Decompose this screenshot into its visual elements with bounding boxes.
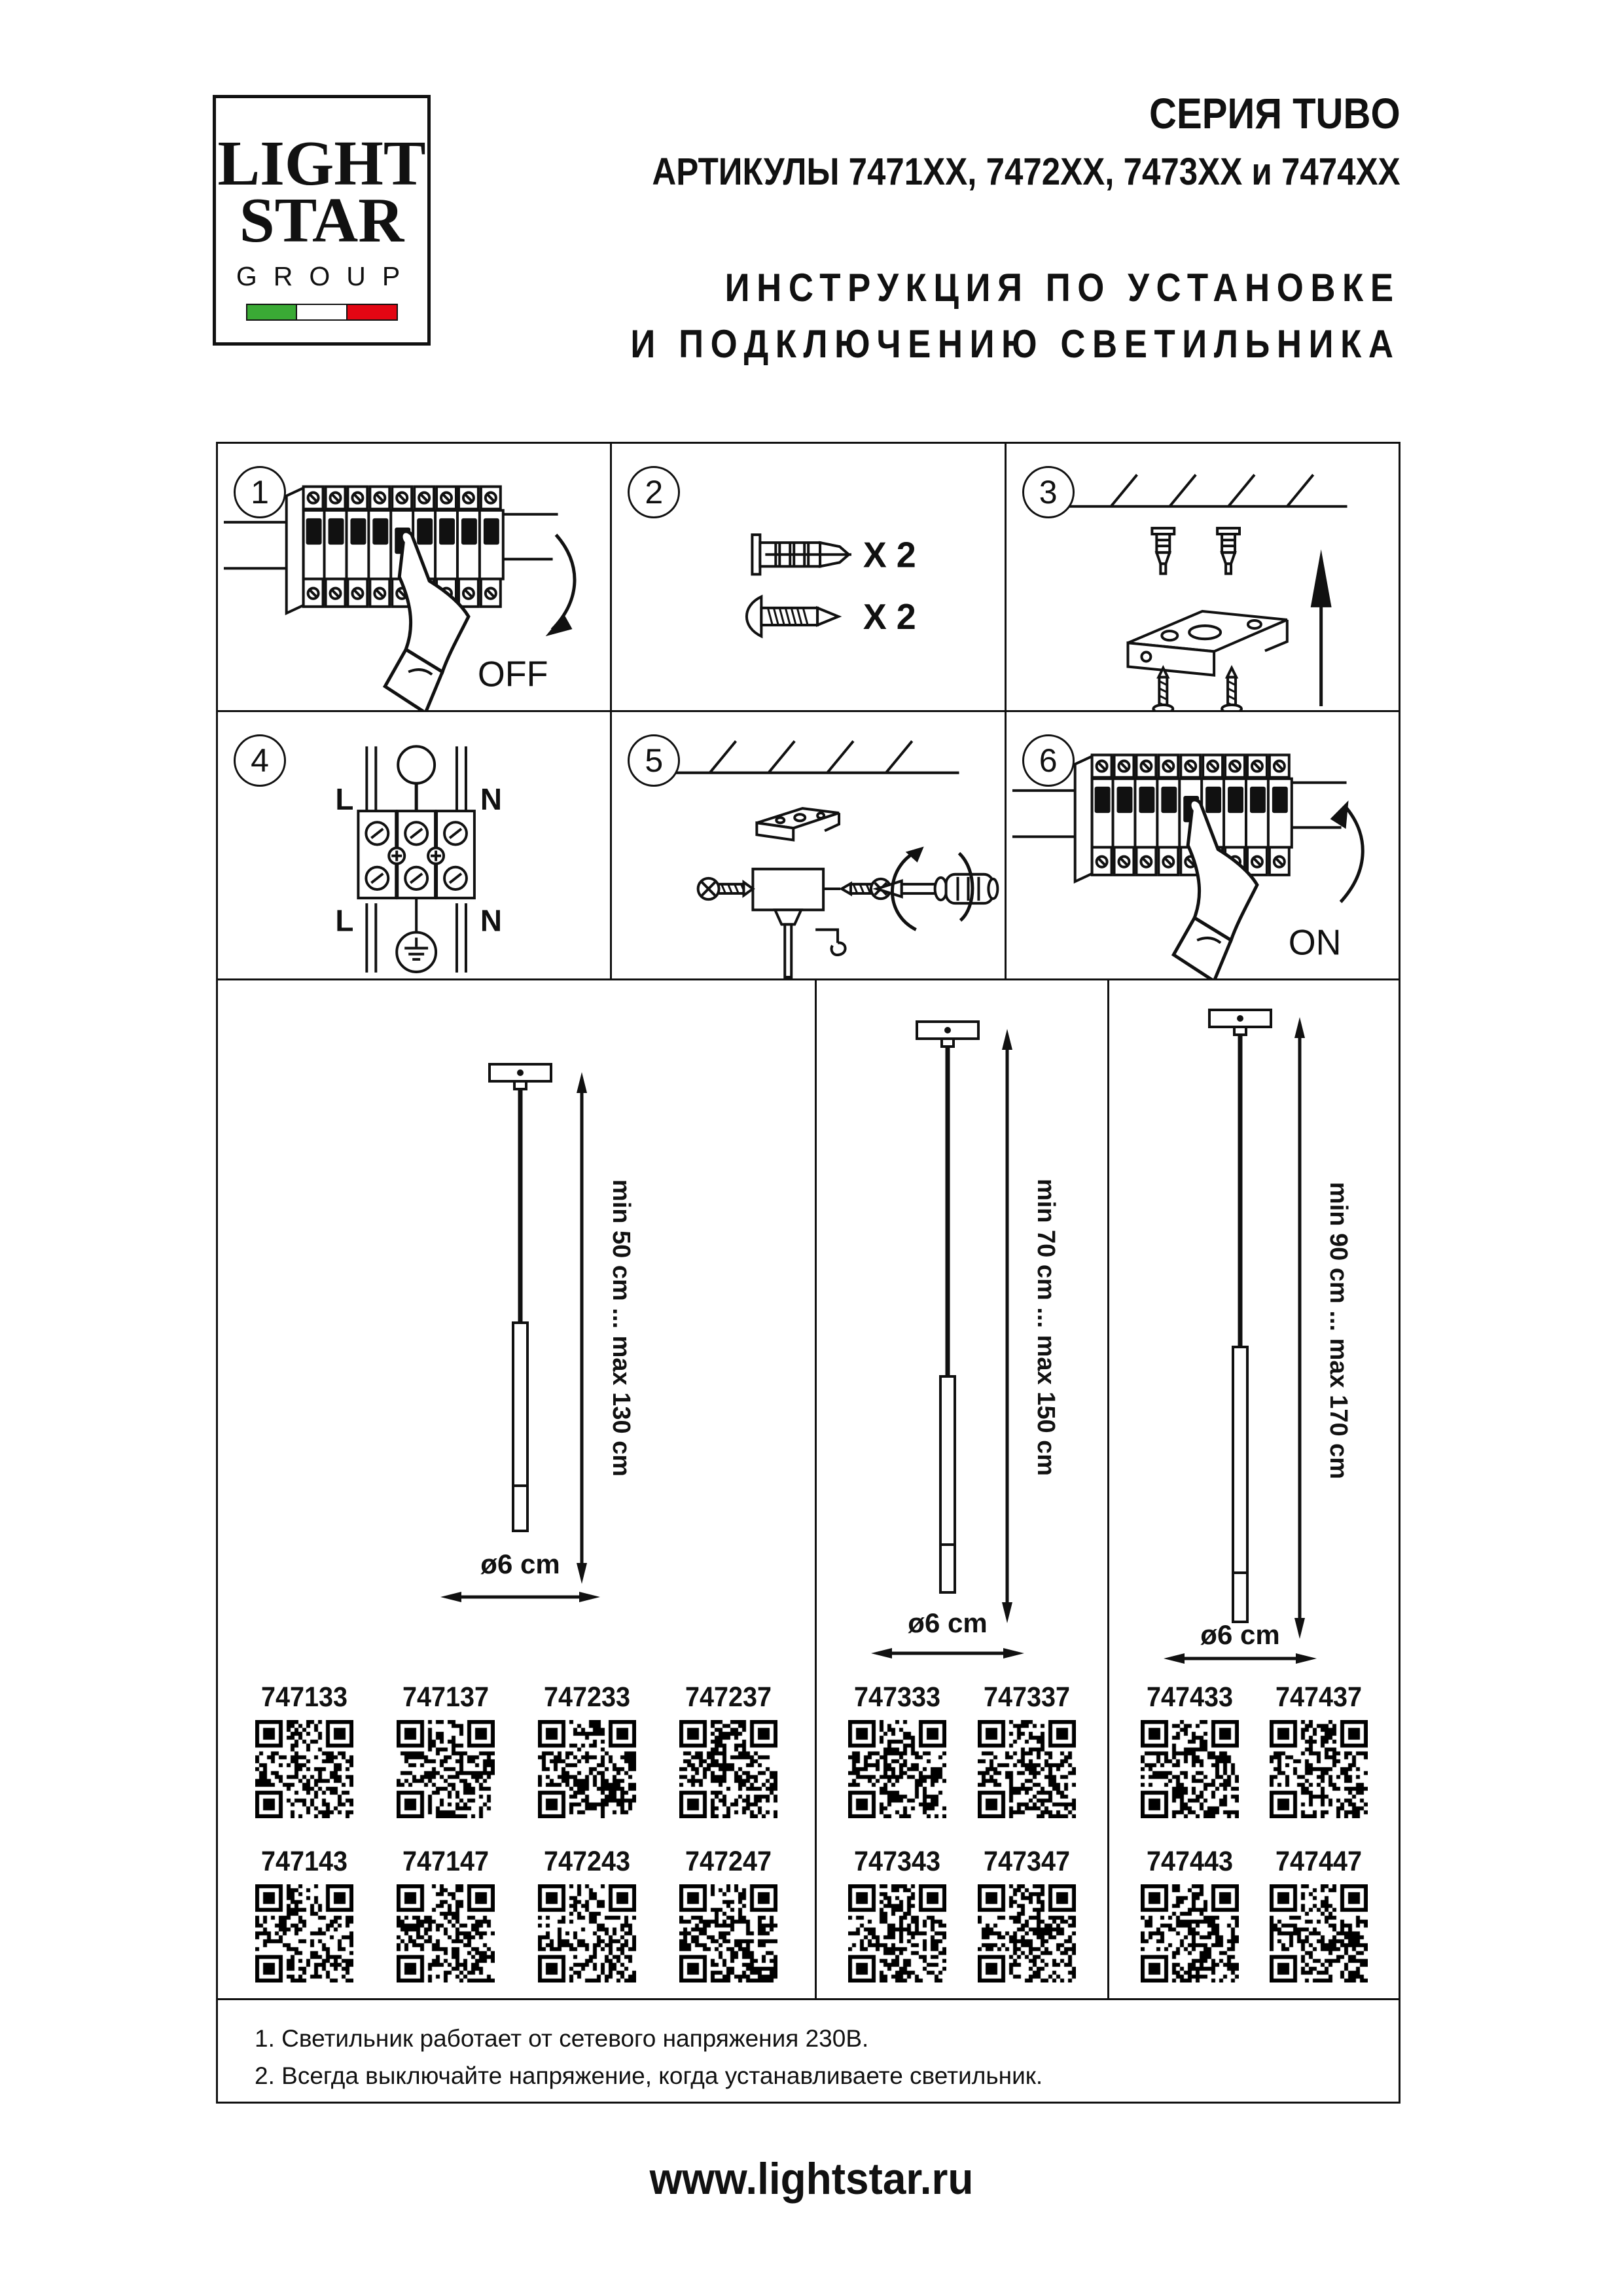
lamp-column-1 — [218, 980, 817, 1998]
article-item — [978, 1681, 1076, 1818]
note-line-2: 2. Всегда выключайте напряжение, когда устанавливаете светильник. — [255, 2062, 1043, 2090]
flag-green-segment — [247, 305, 296, 319]
article-number: 747443 — [1146, 1846, 1233, 1877]
article-item — [255, 1846, 353, 1982]
qr-code — [538, 1720, 636, 1818]
step-panel-2 — [612, 444, 1006, 710]
header — [526, 89, 1400, 366]
arrow-up-head-icon — [1330, 800, 1348, 829]
mounting-bracket-icon — [1128, 611, 1287, 675]
notes-section — [218, 1998, 1399, 2102]
wall-anchor-icon — [753, 535, 852, 574]
article-row — [817, 1846, 1107, 1982]
qr-code — [978, 1884, 1076, 1982]
diameter-dimension-arrow — [1164, 1653, 1317, 1664]
qr-code — [978, 1720, 1076, 1818]
step-number-1: 1 — [234, 466, 286, 518]
earth-symbol-icon — [397, 898, 436, 972]
step-panel-6 — [1007, 712, 1399, 978]
step-number-4: 4 — [234, 734, 286, 787]
articles-line: АРТИКУЛЫ 7471XX, 7472XX, 7473XX и 7474XX — [652, 151, 1400, 193]
steps-row-2 — [218, 710, 1399, 978]
terminal-label-N-bottom: N — [480, 903, 503, 938]
off-label: OFF — [477, 655, 548, 694]
step-number-2: 2 — [628, 466, 680, 518]
qr-code — [1141, 1884, 1239, 1982]
pendant-lamp-diagram-1 — [218, 980, 815, 1664]
article-number: 747243 — [543, 1846, 631, 1877]
height-dimension-arrow — [1002, 1029, 1012, 1623]
article-number: 747337 — [983, 1681, 1071, 1713]
article-item — [679, 1846, 777, 1982]
article-number: 747247 — [685, 1846, 772, 1877]
terminal-block-icon — [358, 811, 474, 898]
instruction-title-line2: И ПОДКЛЮЧЕНИЮ СВЕТИЛЬНИКА — [630, 322, 1400, 366]
flag-white-segment — [296, 305, 348, 319]
logo-word-light: LIGHT — [217, 128, 426, 198]
qr-code — [538, 1884, 636, 1982]
terminal-label-L-top: L — [335, 781, 354, 817]
qr-code — [679, 1884, 777, 1982]
anchor-icon — [1152, 528, 1174, 574]
lightstar-logo — [213, 95, 431, 346]
logo-word-group: GROUP — [236, 260, 417, 291]
article-item — [1270, 1846, 1368, 1982]
screw-icon — [1153, 668, 1173, 710]
qr-code — [255, 1884, 353, 1982]
lamp-column-2 — [817, 980, 1109, 1998]
qr-code — [397, 1720, 495, 1818]
qr-code — [1141, 1720, 1239, 1818]
article-number: 747347 — [983, 1846, 1071, 1877]
article-number: 747237 — [685, 1681, 772, 1713]
article-number: 747333 — [853, 1681, 941, 1713]
steps-row-1 — [218, 444, 1399, 710]
lamps-row — [218, 978, 1399, 1998]
height-dimension-arrow — [1294, 1017, 1305, 1639]
height-dimension-arrow — [577, 1072, 587, 1584]
qr-code — [679, 1720, 777, 1818]
qr-code — [848, 1884, 946, 1982]
article-item — [397, 1681, 495, 1818]
qr-code — [397, 1884, 495, 1982]
article-item — [538, 1681, 636, 1818]
ceiling-icon — [668, 741, 959, 772]
series-title: СЕРИЯ TUBO — [1149, 89, 1400, 137]
article-row — [817, 1681, 1107, 1818]
diameter-label: ø6 cm — [480, 1549, 560, 1579]
website-url: www.lightstar.ru — [649, 2154, 974, 2204]
on-label: ON — [1288, 923, 1342, 963]
diameter-label: ø6 cm — [1200, 1619, 1280, 1650]
step-panel-4 — [218, 712, 612, 978]
article-item — [255, 1681, 353, 1818]
step-number-5: 5 — [628, 734, 680, 787]
screw-icon — [747, 597, 838, 636]
article-item — [1141, 1846, 1239, 1982]
article-item — [978, 1846, 1076, 1982]
qr-code — [848, 1720, 946, 1818]
pendant-lamp-icon — [1209, 1010, 1271, 1622]
step-panel-3 — [1007, 444, 1399, 710]
height-dimension-label: min 70 cm ... max 150 cm — [1032, 1178, 1060, 1477]
article-item — [538, 1846, 636, 1982]
arrow-up-icon — [1310, 549, 1331, 706]
diameter-dimension-arrow — [871, 1648, 1024, 1659]
step-panel-1 — [218, 444, 612, 710]
screw-qty-label: X 2 — [863, 597, 917, 637]
step-number-3: 3 — [1022, 466, 1075, 518]
mounting-bracket-icon — [757, 808, 840, 840]
screw-icon — [1222, 668, 1241, 710]
article-number: 747233 — [543, 1681, 631, 1713]
qr-code — [1270, 1884, 1368, 1982]
ceiling-icon — [1065, 475, 1347, 506]
height-dimension-label: min 50 cm ... max 130 cm — [607, 1179, 635, 1477]
article-item — [679, 1681, 777, 1818]
step-panel-5 — [612, 712, 1006, 978]
instruction-frame — [216, 442, 1400, 2104]
pendant-lamp-icon — [490, 1064, 551, 1531]
article-number: 747343 — [853, 1846, 941, 1877]
anchor-qty-label: X 2 — [863, 535, 917, 575]
step-number-6: 6 — [1022, 734, 1075, 787]
screw-icon — [698, 878, 753, 899]
article-number: 747143 — [260, 1846, 348, 1877]
pendant-lamp-icon — [917, 1022, 978, 1592]
article-item — [1141, 1681, 1239, 1818]
article-row — [218, 1846, 815, 1982]
article-row — [1109, 1846, 1399, 1982]
article-item — [848, 1681, 946, 1818]
diameter-dimension-arrow — [440, 1592, 600, 1602]
italian-flag-icon — [246, 304, 398, 321]
article-number: 747147 — [402, 1846, 490, 1877]
article-item — [1270, 1681, 1368, 1818]
note-line-1: 1. Светильник работает от сетевого напряжения 230В. — [255, 2025, 869, 2052]
article-number: 747137 — [402, 1681, 490, 1713]
article-number: 747133 — [260, 1681, 348, 1713]
article-item — [848, 1846, 946, 1982]
pendant-lamp-diagram-2 — [817, 980, 1107, 1664]
article-number: 747437 — [1275, 1681, 1362, 1713]
anchor-icon — [1217, 528, 1240, 574]
qr-code — [1270, 1720, 1368, 1818]
diameter-label: ø6 cm — [908, 1607, 988, 1638]
logo-word-star: STAR — [239, 185, 404, 256]
arrow-down-head-icon — [546, 614, 573, 636]
height-dimension-label: min 90 cm ... max 170 cm — [1325, 1181, 1352, 1480]
hook-part-icon — [815, 929, 845, 955]
article-row — [1109, 1681, 1399, 1818]
article-row — [218, 1681, 815, 1818]
instruction-title-line1: ИНСТРУКЦИЯ ПО УСТАНОВКЕ — [725, 266, 1400, 310]
flag-red-segment — [348, 305, 397, 319]
lamp-ball-icon — [398, 746, 435, 783]
article-number: 747447 — [1275, 1846, 1362, 1877]
article-number: 747433 — [1146, 1681, 1233, 1713]
canopy-icon — [753, 869, 824, 977]
terminal-label-L-bottom: L — [335, 903, 354, 938]
qr-code — [255, 1720, 353, 1818]
article-item — [397, 1846, 495, 1982]
terminal-label-N-top: N — [480, 781, 503, 817]
pendant-lamp-diagram-3 — [1109, 980, 1399, 1664]
lamp-column-3 — [1109, 980, 1399, 1998]
